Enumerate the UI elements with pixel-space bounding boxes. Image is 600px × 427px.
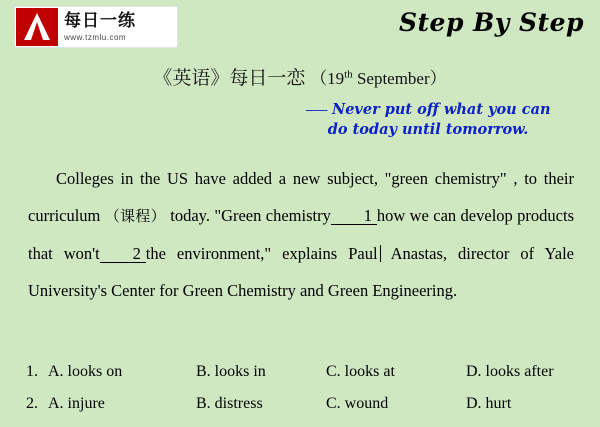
- quote-dashes: -------: [305, 103, 327, 117]
- passage-seg-1: Colleges in the US have added a new subject, "green chemistry" , to their curriculum: [28, 169, 574, 225]
- logo-text: [64, 10, 136, 42]
- question-row: [26, 363, 582, 381]
- page-title-date: [310, 69, 447, 88]
- quote-text-1: Never put off what you can: [331, 101, 551, 118]
- question-row: [26, 395, 582, 413]
- option-c[interactable]: C. wound: [326, 395, 389, 412]
- question-number: 1.: [26, 363, 38, 380]
- date-prefix: （19: [310, 69, 345, 88]
- quote-block: [278, 100, 578, 139]
- option-a[interactable]: A. looks on: [48, 363, 123, 380]
- text-cursor: [380, 245, 381, 262]
- page-title-cn: 《英语》每日一恋: [153, 67, 306, 89]
- passage-cn-note: （课程）: [104, 207, 166, 225]
- quote-line-2: do today until tomorrow.: [327, 120, 529, 138]
- passage-seg-4: the environment," explains Paul: [145, 244, 378, 263]
- passage-seg-2: today. "Green chemistry: [165, 206, 331, 225]
- date-suffix: September）: [352, 69, 447, 88]
- option-c[interactable]: C. looks at: [326, 363, 395, 380]
- quote-line-1: [278, 100, 578, 120]
- page-title: [0, 63, 600, 90]
- passage-paragraph: [28, 160, 574, 309]
- option-d[interactable]: D. looks after: [466, 363, 554, 380]
- questions-list: [26, 363, 582, 427]
- option-b[interactable]: B. looks in: [196, 363, 266, 380]
- question-number: 2.: [26, 395, 38, 412]
- mountain-logo-icon: [16, 8, 58, 46]
- blank-2[interactable]: 2: [100, 245, 146, 263]
- passage: [28, 160, 574, 309]
- brand-title: Step By Step: [398, 8, 584, 37]
- logo: [14, 6, 178, 48]
- logo-url-text: www.tzmlu.com: [64, 32, 127, 42]
- date-superscript: th: [344, 68, 353, 81]
- logo-cn-text: 每日一练: [64, 10, 136, 31]
- option-a[interactable]: A. injure: [48, 395, 105, 412]
- blank-1[interactable]: 1: [331, 207, 377, 225]
- passage-seg-3: how we can develop products that won't: [28, 206, 574, 263]
- option-b[interactable]: B. distress: [196, 395, 263, 412]
- passage-seg-5: Anastas, director of Yale University's Center for Green Chemistry and Green Engineering.: [28, 244, 574, 300]
- option-d[interactable]: D. hurt: [466, 395, 512, 412]
